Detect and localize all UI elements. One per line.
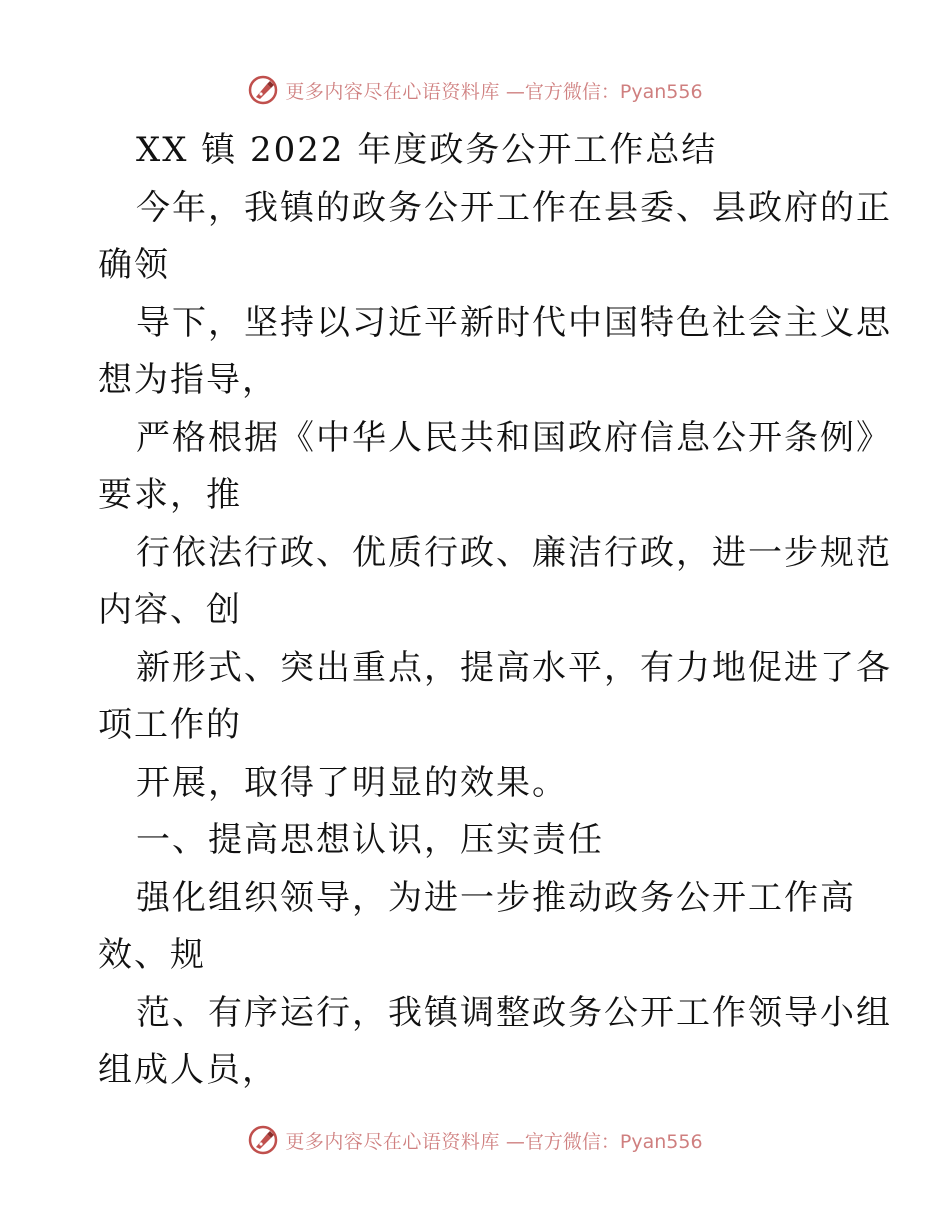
text-line: 要求，推: [98, 475, 242, 515]
text-line: 组成人员，: [98, 1050, 278, 1090]
watermark-wechat: —官方微信：Pyan556: [505, 80, 703, 103]
text-line: 开展，取得了明显的效果。: [136, 762, 568, 803]
text-line: 今年，我镇的政务公开工作在县委、县政府的正: [136, 187, 892, 228]
text-line: 行依法行政、优质行政、廉洁行政，进一步规范: [136, 532, 892, 573]
watermark-header: [0, 70, 950, 110]
pen-nib-logo-icon: [247, 1124, 279, 1156]
text-line: 想为指导，: [98, 360, 278, 400]
watermark-footer: [0, 1120, 950, 1160]
text-line: 严格根据《中华人民共和国政府信息公开条例》: [136, 417, 892, 458]
text-line: 一、提高思想认识，压实责任: [136, 820, 604, 860]
text-line: 确领: [98, 245, 170, 285]
watermark-text: 更多内容尽在心语资料库: [285, 1130, 500, 1153]
text-line: 内容、创: [98, 590, 242, 630]
text-line: 导下，坚持以习近平新时代中国特色社会主义思: [136, 302, 892, 343]
pen-nib-logo-icon: [247, 74, 279, 106]
text-line: 效、规: [98, 935, 206, 975]
text-line: 范、有序运行，我镇调整政务公开工作领导小组: [136, 992, 892, 1033]
text-line: 新形式、突出重点，提高水平，有力地促进了各: [136, 647, 892, 688]
text-line: 项工作的: [98, 705, 242, 745]
document-title: XX 镇 2022 年度政务公开工作总结: [136, 130, 718, 170]
watermark-wechat: —官方微信：Pyan556: [505, 1130, 703, 1153]
text-line: 强化组织领导，为进一步推动政务公开工作高: [136, 877, 856, 918]
watermark-text: 更多内容尽在心语资料库: [285, 80, 500, 103]
document-body: [98, 122, 892, 1100]
